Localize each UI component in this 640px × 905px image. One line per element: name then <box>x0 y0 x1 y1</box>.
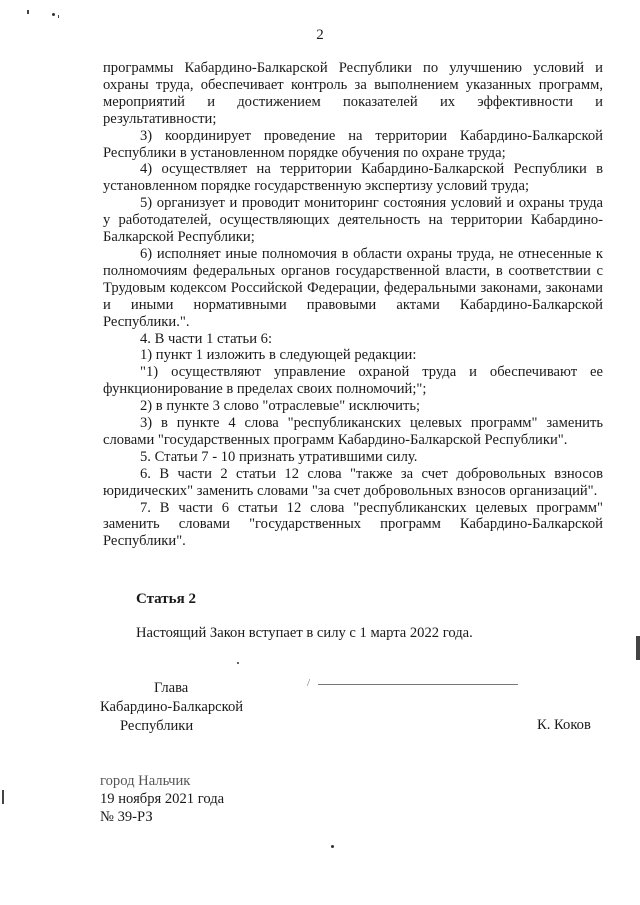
place-and-date <box>100 772 224 826</box>
paragraph: "1) осуществляют управление охраной труда и обеспечивают ее функционирование в пределах своих полномочий;"; <box>103 364 603 398</box>
paragraph: 2) в пункте 3 слово "отраслевые" исключить; <box>140 398 421 415</box>
signature-mark: / <box>307 677 311 689</box>
scan-dot <box>52 13 55 16</box>
scan-mark <box>58 15 59 18</box>
date: 19 ноября 2021 года <box>100 791 225 807</box>
scan-edge-mark <box>2 790 4 804</box>
article-text: Настоящий Закон вступает в силу с 1 марта 2022 года. <box>136 625 473 641</box>
city: город Нальчик <box>100 773 191 789</box>
scan-mark <box>27 10 29 14</box>
paragraph: 6) исполняет иные полномочия в области охраны труда, не отнесенные к полномочиям федеральных органов государственной власти, в соответствии с Трудовым кодексом Российской Федерации, федеральными законами, законами и иными нормативными правовыми актами Кабардино-Балкарской Республики.". <box>103 245 603 330</box>
paragraph: 3) координирует проведение на территории Кабардино-Балкарской Республики в установленном порядке обучения по охране труда; <box>103 127 603 161</box>
scan-dot <box>331 845 334 848</box>
paragraph: 3) в пункте 4 слова "республиканских целевых программ" заменить словами "государственных программ Кабардино-Балкарской Республики". <box>103 415 603 448</box>
paragraph: 5) организует и проводит мониторинг состояния условий и охраны труда у работодателей, осуществляющих деятельность на территории Кабардино-Балкарской Республики; <box>103 195 603 246</box>
signature-line <box>318 684 518 685</box>
paragraph: 7. В части 6 статьи 12 слова "республиканских целевых программ" заменить словами "государственных программ Кабардино-Балкарской Республики". <box>103 499 603 550</box>
paragraph: 1) пункт 1 изложить в следующей редакции: <box>140 347 417 364</box>
paragraph: 4) осуществляет на территории Кабардино-Балкарской Республики в установленном порядке государственную экспертизу условий труда; <box>103 161 603 195</box>
document-body <box>103 60 603 550</box>
signatory-title-line: Республики <box>120 718 194 734</box>
paragraph: программы Кабардино-Балкарской Республики по улучшению условий и охраны труда, обеспечивает контроль за выполнением указанных программ, мероприятий и достижением показателей их эффективности и результативности; <box>103 60 603 127</box>
article-heading: Статья 2 <box>136 591 196 607</box>
paragraph: 5. Статьи 7 - 10 признать утратившими силу. <box>140 448 418 465</box>
paragraph: 6. В части 2 статьи 12 слова "также за счет добровольных взносов юридических" заменить словами "за счет добровольных взносов организаций". <box>103 465 603 499</box>
scan-dot <box>237 662 239 664</box>
signatory-title-line: Кабардино-Балкарской <box>100 699 244 715</box>
law-number: № 39-РЗ <box>100 809 153 825</box>
scan-edge-mark <box>636 636 640 660</box>
signatory-title-line: Глава <box>154 680 189 696</box>
page-number: 2 <box>316 27 324 43</box>
signatory-title <box>100 679 260 736</box>
paragraph: 4. В части 1 статьи 6: <box>140 330 273 347</box>
signer-name: К. Коков <box>537 717 591 733</box>
